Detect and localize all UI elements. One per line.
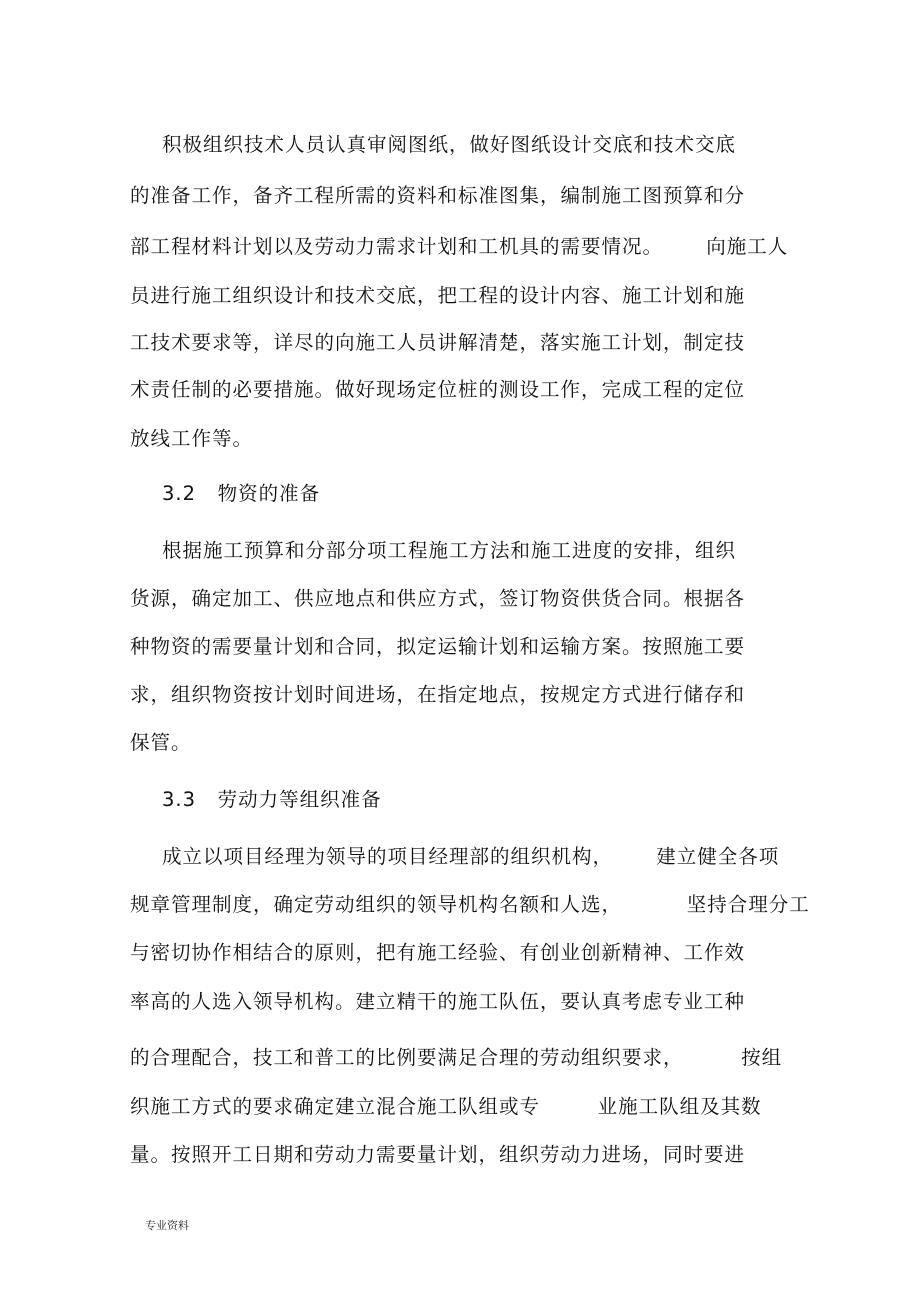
section-heading-3-3: 3.3 劳动力等组织准备 bbox=[162, 788, 382, 811]
paragraph-1-line-5: 工技术要求等，详尽的向施工人员讲解清楚，落实施工计划，制定技 bbox=[130, 331, 746, 354]
page-footer: 专业资料 bbox=[145, 1219, 189, 1232]
paragraph-2-line-3: 种物资的需要量计划和合同，拟定运输计划和运输方案。按照施工要 bbox=[130, 635, 746, 658]
paragraph-1-line-4: 员进行施工组织设计和技术交底，把工程的设计内容、施工计划和施 bbox=[130, 284, 746, 307]
paragraph-2-line-4: 求，组织物资按计划时间进场，在指定地点，按规定方式进行储存和 bbox=[130, 683, 746, 706]
paragraph-2-line-5: 保管。 bbox=[130, 731, 192, 754]
paragraph-2-line-1: 根据施工预算和分部分项工程施工方法和施工进度的安排，组织 bbox=[162, 539, 737, 562]
paragraph-2-line-2: 货源，确定加工、供应地点和供应方式，签订物资供货合同。根据各 bbox=[130, 587, 746, 610]
paragraph-1-line-3: 部工程材料计划以及劳动力需求计划和工机具的需要情况。 向施工人 bbox=[130, 235, 789, 258]
paragraph-3-line-7: 量。按照开工日期和劳动力需要量计划，组织劳动力进场，同时要进 bbox=[130, 1143, 746, 1166]
paragraph-3-line-1: 成立以项目经理为领导的项目经理部的组织机构， 建立健全各项 bbox=[162, 845, 780, 868]
paragraph-3-line-2: 规章管理制度，确定劳动组织的领导机构名额和人选， 坚持合理分工 bbox=[130, 893, 810, 916]
paragraph-1-line-1: 积极组织技术人员认真审阅图纸，做好图纸设计交底和技术交底 bbox=[162, 133, 737, 156]
paragraph-1-line-6: 术责任制的必要措施。做好现场定位桩的测设工作，完成工程的定位 bbox=[130, 378, 746, 401]
paragraph-1-line-2: 的准备工作，备齐工程所需的资料和标准图集，编制施工图预算和分 bbox=[130, 184, 746, 207]
paragraph-3-line-5: 的合理配合，技工和普工的比例要满足合理的劳动组织要求， 按组 bbox=[130, 1046, 783, 1069]
paragraph-1-line-7: 放线工作等。 bbox=[130, 427, 254, 450]
paragraph-3-line-6: 织施工方式的要求确定建立混合施工队组或专 业施工队组及其数 bbox=[130, 1095, 762, 1118]
paragraph-3-line-3: 与密切协作相结合的原则，把有施工经验、有创业创新精神、工作效 bbox=[130, 941, 746, 964]
paragraph-3-line-4: 率高的人选入领导机构。建立精干的施工队伍，要认真考虑专业工种 bbox=[130, 990, 746, 1013]
section-heading-3-2: 3.2 物资的准备 bbox=[162, 482, 321, 505]
